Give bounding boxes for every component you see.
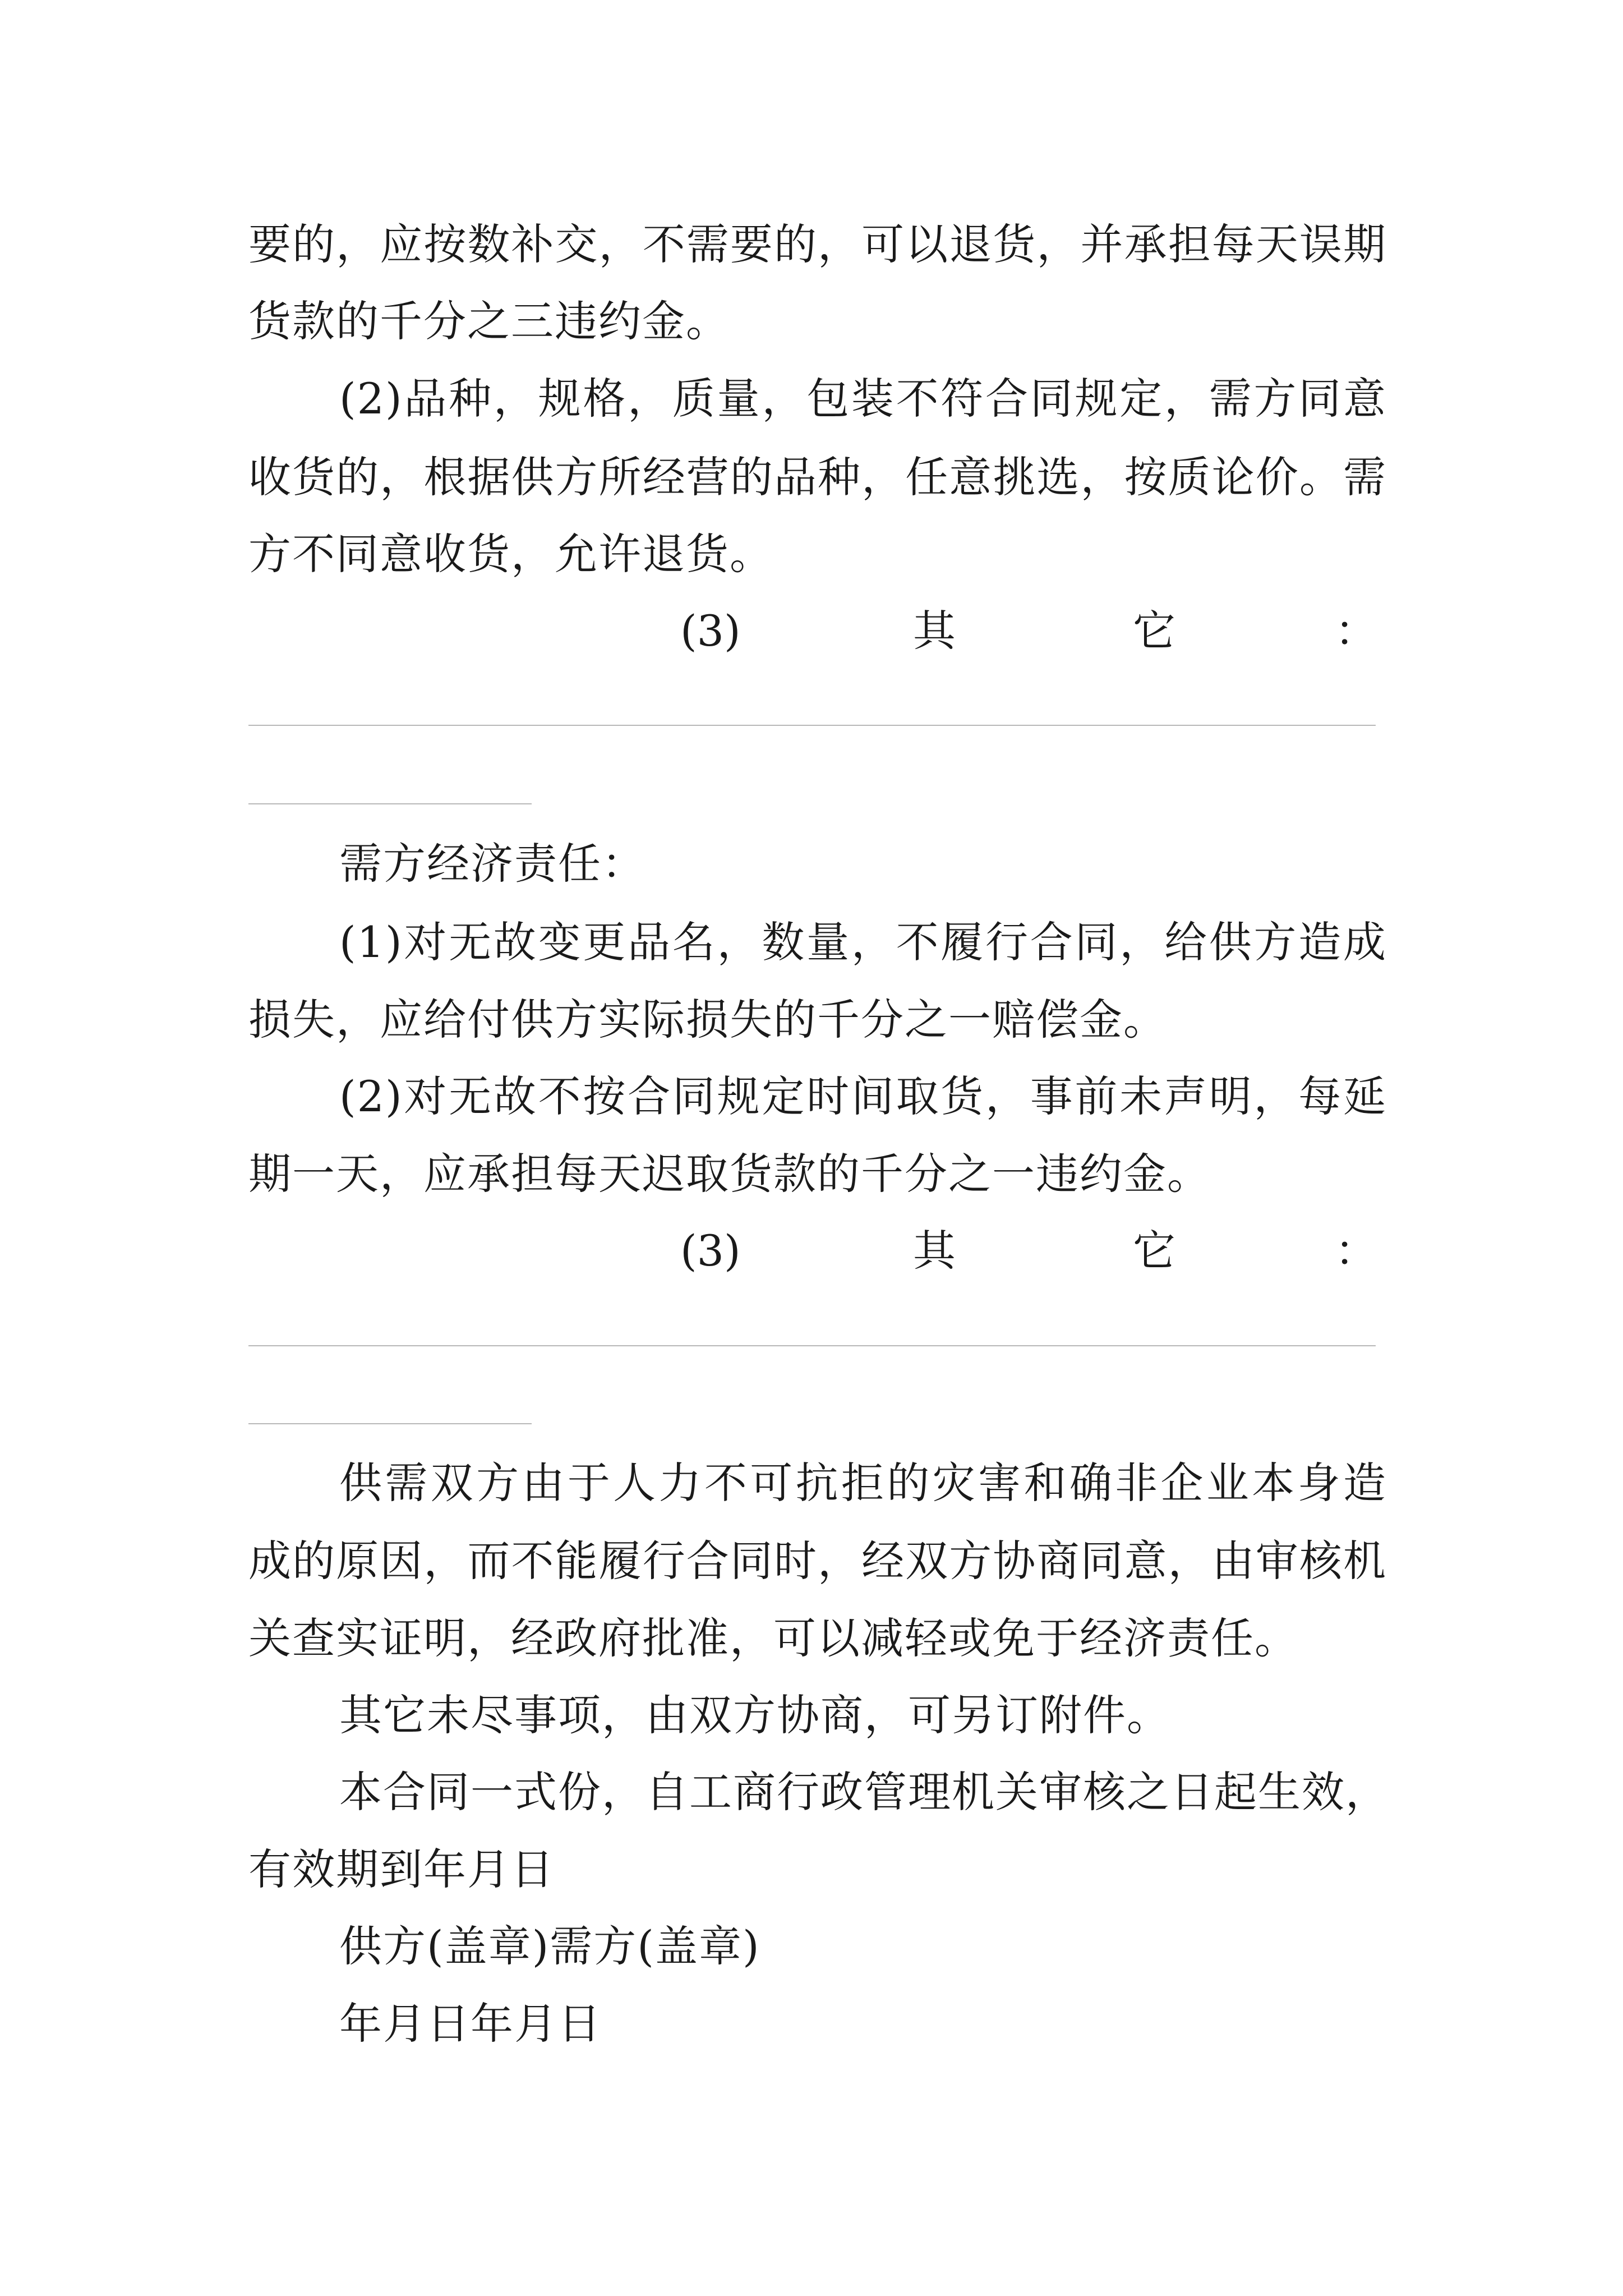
other-char-1: 其: [913, 1226, 956, 1276]
force-majeure-line-2: 成的原因，而不能履行合同时，经双方协商同意，由审核机: [248, 1536, 1387, 1586]
validity-line-2: 有效期到年月日: [248, 1844, 555, 1894]
force-majeure-line-3: 关查实证明，经政府批准，可以减轻或免于经济责任。: [248, 1613, 1298, 1663]
force-majeure-line-1: 供需双方由于人力不可抗拒的灾害和确非企业本身造: [339, 1458, 1387, 1508]
seller-item-2-line-1: (2)品种，规格，质量，包装不符合同规定，需方同意: [339, 374, 1387, 424]
seller-penalty-line-1: 要的，应按数补交，不需要的，可以退货，并承担每天误期: [248, 219, 1387, 269]
colon: ：: [1335, 1226, 1377, 1276]
other-char-1: 其: [913, 606, 956, 656]
seller-item-2-line-2: 收货的，根据供方所经营的品种，任意挑选，按质论价。需: [248, 452, 1387, 502]
buyer-item-2-line-2: 期一天，应承担每天迟取货款的千分之一违约金。: [248, 1149, 1211, 1199]
date-line: 年月日年月日: [339, 1999, 602, 2049]
seller-item-2-line-3: 方不同意收货，允许退货。: [248, 529, 773, 579]
item-number: (3): [680, 606, 741, 656]
blank-fill-line: [248, 1345, 1376, 1346]
signature-line: 供方(盖章)需方(盖章): [339, 1921, 760, 1971]
buyer-item-1-line-2: 损失，应给付供方实际损失的千分之一赔偿金。: [248, 995, 1167, 1045]
blank-fill-line-short: [248, 803, 532, 804]
other-matters: 其它未尽事项，由双方协商，可另订附件。: [339, 1690, 1170, 1740]
seller-penalty-line-2: 货款的千分之三违约金。: [248, 296, 730, 346]
blank-fill-line-short: [248, 1423, 532, 1424]
blank-fill-line: [248, 725, 1376, 726]
buyer-item-1-line-1: (1)对无故变更品名，数量，不履行合同，给供方造成: [339, 917, 1387, 967]
buyer-item-2-line-1: (2)对无故不按合同规定时间取货，事前未声明，每延: [339, 1071, 1387, 1121]
other-char-2: 它: [1133, 1226, 1175, 1276]
other-char-2: 它: [1133, 606, 1175, 656]
validity-line-1: 本合同一式份，自工商行政管理机关审核之日起生效，: [339, 1767, 1389, 1817]
colon: ：: [1335, 606, 1377, 656]
buyer-responsibility-heading: 需方经济责任：: [339, 839, 645, 889]
item-number: (3): [680, 1226, 741, 1276]
